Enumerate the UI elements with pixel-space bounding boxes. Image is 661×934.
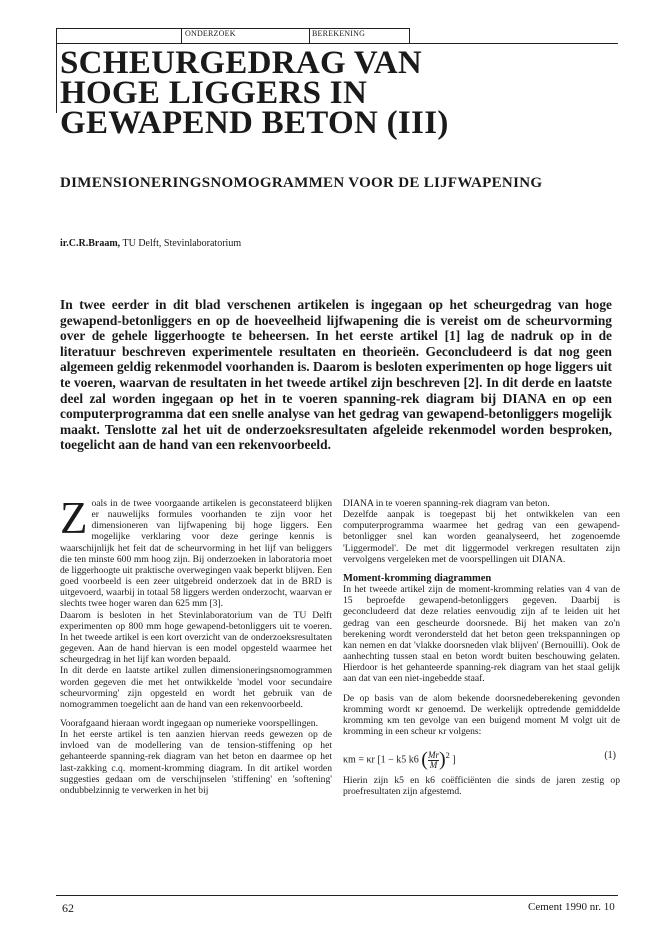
paragraph: Dezelfde aanpak is toegepast bij het ontwikkelen van een computerprogramma waarmee het gedrag van een gewapend-betonligger snel kan worden geanalyseerd, het zogenoemde 'Liggermodel'. De met dit liggermodel verkregen resultaten zijn vervolgens vergeleken met de voorspellingen uit DIANA. bbox=[343, 509, 620, 565]
title-line-3: GEWAPEND BETON (III) bbox=[60, 105, 449, 141]
author-name: ir.C.R.Braam, bbox=[60, 238, 121, 249]
paragraph: De op basis van de alom bekende doorsnedeberekening gevonden kromming wordt κr genoemd. De werkelijk optredende gemiddelde kromming κm ten gevolge van een buigend moment M volgt uit de kromming in een scheur κr volgens: bbox=[343, 692, 620, 737]
title-line-2: HOGE LIGGERS IN bbox=[60, 75, 368, 111]
paragraph: Voorafgaand hieraan wordt ingegaan op numerieke voorspellingen. bbox=[60, 717, 318, 729]
paragraph: In het eerste artikel is ten aanzien hiervan reeds gewezen op de invloed van de modellering van de tension-stiffening op het gehanteerde spanning-rek diagram van het beton en daarmee op het last-zakking c.q. moment-kromming diagram. In dit artikel worden suggesties gedaan om de verschijnselen 'stiffening' en 'softening' ondubbelzinnig te verwerken in het bij bbox=[60, 729, 332, 796]
equation-expression bbox=[343, 750, 456, 770]
paragraph bbox=[60, 493, 332, 610]
paragraph-gap bbox=[60, 710, 332, 718]
title-line-1: SCHEURGEDRAG VAN bbox=[60, 45, 423, 81]
equation-exponent: 2 bbox=[445, 751, 450, 761]
paragraph: In het tweede artikel zijn de moment-kromming relaties van 4 van de 15 beproefde gewapend-betonliggers gegeven. Daarbij is geconcludeerd dat deze relaties eenvoudig zijn af te leiden uit het gedrag van een gescheurde doorsnede. Bij het maken van zo'n berekening wordt verondersteld dat het beton geen trekspanningen op kan nemen en dat 'vlakke doorsneden vlak blijven' (Bernouilli). Ook de aanhechting tussen staal en beton wordt buiten beschouwing gelaten. Hierdoor is het gehanteerde spanning-rek diagram van het staal gelijk aan dat van een niet-ingebedde staaf. bbox=[343, 584, 620, 685]
journal-issue: Cement 1990 nr. 10 bbox=[528, 901, 615, 913]
body-column-left bbox=[60, 493, 332, 796]
paragraph-gap bbox=[343, 685, 620, 693]
section-heading: Moment-kromming diagrammen bbox=[343, 572, 492, 584]
paragraph: Daarom is besloten in het Stevinlaboratorium van de TU Delft experimenten op 800 mm hoge gewapend-betonliggers uit te voeren. In het tweede artikel is een kort overzicht van de onderzoeksresultaten gegeven. Aan de hand hiervan is een model opgesteld waarmee het scheurgedrag in het lijf kan worden bepaald. bbox=[60, 609, 332, 666]
lead-paragraph: In twee eerder in dit blad verschenen artikelen is ingegaan op het scheurgedrag van hoge gewapend-betonliggers en op de hoeveelheid lijfwapening die is vereist om de scheurvorming over de gehele liggerhoogte te beheersen. In het eerste artikel [1] lag de nadruk op in de literatuur beschreven experimentele resultaten en theorieën. Geconcludeerd is dat nog geen algemeen geldig rekenmodel voorhanden is. Daarom is besloten experimenten op hoge liggers uit te voeren, waarvan de resultaten in het tweede artikel zijn beschreven [2]. In dit derde en laatste deel zal worden ingegaan op het in te voeren spanning-rek diagram bij DIANA en op een computerprogramma dat een snelle analyse van het gedrag van gewapend-betonliggers mogelijk maakt. Tenslotte zal het uit de onderzoeksresultaten afgeleide rekenmodel worden besproken, toegelicht aan de hand van een rekenvoorbeeld. bbox=[60, 297, 612, 453]
paragraph: In dit derde en laatste artikel zullen dimensioneringsnomogrammen worden gegeven die met het ontwikkelde 'model voor secundaire scheurvorming' zijn opgesteld en wordt het gebruik van de nomogrammen toegelicht aan de hand van een rekenvoorbeeld. bbox=[60, 665, 332, 710]
footer-rule bbox=[56, 895, 618, 896]
fraction-numerator: Mr bbox=[427, 749, 439, 760]
equation-number: (1) bbox=[604, 750, 616, 762]
fraction-denominator: M bbox=[429, 759, 438, 770]
equation-paren-close: ) bbox=[438, 748, 446, 771]
equation-1 bbox=[343, 743, 620, 769]
body-column-right bbox=[343, 498, 620, 797]
page-number: 62 bbox=[62, 901, 74, 915]
paragraph-text: oals in de twee voorgaande artikelen is geconstateerd blijken er nauwelijks formules voorhanden te zijn voor het dimensioneren van lijfwapening bij hoge liggers. Een mogelijke verklaring voor deze geringe kennis is waarschijnlijk het feit dat de scheurvorming in het lijf van beliggers die ten minste 600 mm hoog zijn. Bij onderzoeken in laboratoria moet de liggerhoogte uit praktische overwegingen vaak beperkt blijven. Een goed voorbeeld is een zeer uitgebreid onderzoek dat in de BRD is uitgevoerd, waarbij in totaal 58 liggers werden onderzocht, waarvan er slechts twee hoger waren dan 625 mm [3]. bbox=[60, 498, 332, 610]
header-box-left bbox=[56, 28, 182, 44]
paragraph-gap bbox=[343, 565, 620, 573]
author-affiliation: TU Delft, Stevinlaboratorium bbox=[120, 238, 242, 249]
section-tab-berekening: BEREKENING bbox=[312, 29, 366, 38]
article-title bbox=[60, 45, 620, 141]
author-line bbox=[60, 238, 241, 249]
header-side-rule bbox=[56, 43, 57, 113]
paragraph: Hierin zijn k5 en k6 coëfficiënten die sinds de jaren zestig op proefresultaten zijn afgestemd. bbox=[343, 775, 620, 798]
equation-fraction bbox=[428, 751, 439, 770]
equation-tail: ] bbox=[452, 754, 456, 766]
section-tab-onderzoek: ONDERZOEK bbox=[185, 29, 236, 38]
header-rule bbox=[56, 43, 618, 44]
paragraph: DIANA in te voeren spanning-rek diagram van beton. bbox=[343, 498, 550, 509]
equation-lhs: κm = κr [1 − k5 k6 bbox=[343, 754, 419, 766]
drop-cap: Z bbox=[60, 493, 88, 543]
equation-paren-open: ( bbox=[421, 748, 428, 771]
article-subtitle: DIMENSIONERINGSNOMOGRAMMEN VOOR DE LIJFWAPENING bbox=[60, 175, 543, 191]
